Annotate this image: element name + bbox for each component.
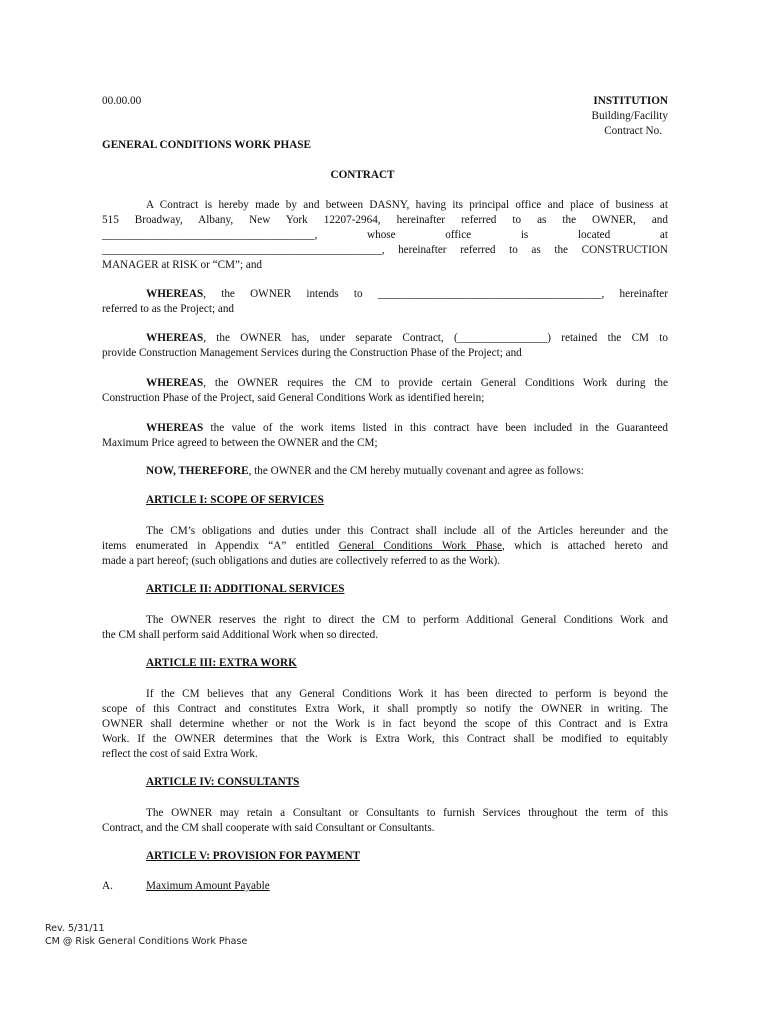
- whereas-line: provide Construction Management Services during the Construction Phase of the Project; and: [102, 347, 522, 359]
- article-3-heading: ARTICLE III: EXTRA WORK: [146, 657, 297, 669]
- intro-line: MANAGER at RISK or “CM”; and: [102, 259, 263, 271]
- document-number: 00.00.00: [102, 95, 142, 107]
- whereas-line: Construction Phase of the Project, said General Conditions Work as identified herein;: [102, 392, 485, 404]
- article-line: If the CM believes that any General Conditions Work it has been directed to perform is beyond the: [146, 688, 668, 700]
- article-line: Work. If the OWNER determines that the Work is Extra Work, this Contract shall be modified to equitably: [102, 733, 668, 745]
- article-line: Contract, and the CM shall cooperate with said Consultant or Consultants.: [102, 822, 435, 834]
- intro-line: 515 Broadway, Albany, New York 12207-2964, hereinafter referred to as the OWNER, and: [102, 214, 668, 226]
- article-line: the CM shall perform said Additional Work when so directed.: [102, 629, 379, 641]
- article-line: made a part hereof; (such obligations and duties are collectively referred to as the Work).: [102, 555, 501, 567]
- article-line: reflect the cost of said Extra Work.: [102, 748, 258, 760]
- whereas-text: , the OWNER intends to ________________________________________, hereinafter: [203, 288, 668, 300]
- article-line: The OWNER reserves the right to direct the CM to perform Additional General Conditions Work and: [146, 614, 668, 626]
- intro-word: located: [577, 229, 611, 241]
- intro-word: office: [445, 229, 472, 241]
- contract-number: Contract No.: [604, 125, 662, 137]
- whereas-clause: [102, 421, 668, 451]
- intro-word: at: [659, 229, 668, 241]
- intro-word: whose: [367, 229, 396, 241]
- whereas-line: [102, 287, 668, 302]
- whereas-text: , the OWNER requires the CM to provide certain General Conditions Work during the: [203, 377, 668, 389]
- article-text: , which is attached hereto and: [501, 540, 668, 552]
- whereas-line: [102, 376, 668, 391]
- item-label: Maximum Amount Payable: [146, 880, 270, 892]
- whereas-keyword: WHEREAS: [146, 377, 204, 389]
- whereas-text: , the OWNER has, under separate Contract, (________________) retained the CM to: [203, 332, 668, 344]
- intro-line: [102, 228, 668, 243]
- whereas-line: [102, 421, 668, 436]
- intro-line: __________________________________________________, hereinafter referred to as the CONSTRUCTION: [102, 244, 668, 256]
- now-therefore-text: , the OWNER and the CM hereby mutually covenant and agree as follows:: [248, 465, 584, 477]
- article-4-body: [102, 806, 668, 836]
- footer-revision: Rev. 5/31/11: [45, 923, 105, 934]
- item-letter: A.: [102, 880, 113, 892]
- document-title: GENERAL CONDITIONS WORK PHASE: [102, 139, 311, 151]
- whereas-clause: [102, 331, 668, 361]
- whereas-line: referred to as the Project; and: [102, 303, 235, 315]
- article-3-body: [102, 687, 668, 762]
- document-subtitle: CONTRACT: [330, 169, 395, 181]
- article-line: scope of this Contract and constitutes Extra Work, it shall promptly so notify the OWNER in writing. The: [102, 703, 668, 715]
- footer-document-name: CM @ Risk General Conditions Work Phase: [45, 936, 248, 947]
- contractor-name-blank: ______________________________________,: [102, 229, 318, 241]
- whereas-keyword: WHEREAS: [146, 422, 204, 434]
- article-line: OWNER shall determine whether or not the Work is in fact beyond the scope of this Contract and is Extra: [102, 718, 668, 730]
- article-line: The OWNER may retain a Consultant or Consultants to furnish Services throughout the term of this: [146, 807, 668, 819]
- article-line: The CM’s obligations and duties under this Contract shall include all of the Articles hereunder and the: [146, 525, 668, 537]
- whereas-clause: [102, 376, 668, 406]
- article-4-heading: ARTICLE IV: CONSULTANTS: [146, 776, 300, 788]
- whereas-line: Maximum Price agreed to between the OWNER and the CM;: [102, 437, 378, 449]
- building-facility: Building/Facility: [591, 110, 668, 122]
- whereas-line: [102, 331, 668, 346]
- article-line: [102, 539, 668, 554]
- appendix-title: General Conditions Work Phase: [338, 540, 502, 552]
- whereas-text: the value of the work items listed in this contract have been included in the Guaranteed: [203, 422, 668, 434]
- article-text: items enumerated in Appendix “A” entitled: [102, 540, 339, 552]
- institution-name: INSTITUTION: [593, 95, 668, 107]
- article-1-body: [102, 524, 668, 569]
- now-therefore-keyword: NOW, THEREFORE: [146, 465, 249, 477]
- whereas-clause: [102, 287, 668, 317]
- intro-paragraph: [102, 198, 668, 273]
- article-1-heading: ARTICLE I: SCOPE OF SERVICES: [146, 494, 324, 506]
- whereas-keyword: WHEREAS: [146, 288, 204, 300]
- article-2-body: [102, 613, 668, 643]
- article-2-heading: ARTICLE II: ADDITIONAL SERVICES: [146, 583, 345, 595]
- intro-line: A Contract is hereby made by and between DASNY, having its principal office and place of business at: [146, 199, 668, 211]
- intro-word: is: [520, 229, 529, 241]
- whereas-keyword: WHEREAS: [146, 332, 204, 344]
- article-5-heading: ARTICLE V: PROVISION FOR PAYMENT: [146, 850, 361, 862]
- now-therefore-clause: [146, 465, 584, 477]
